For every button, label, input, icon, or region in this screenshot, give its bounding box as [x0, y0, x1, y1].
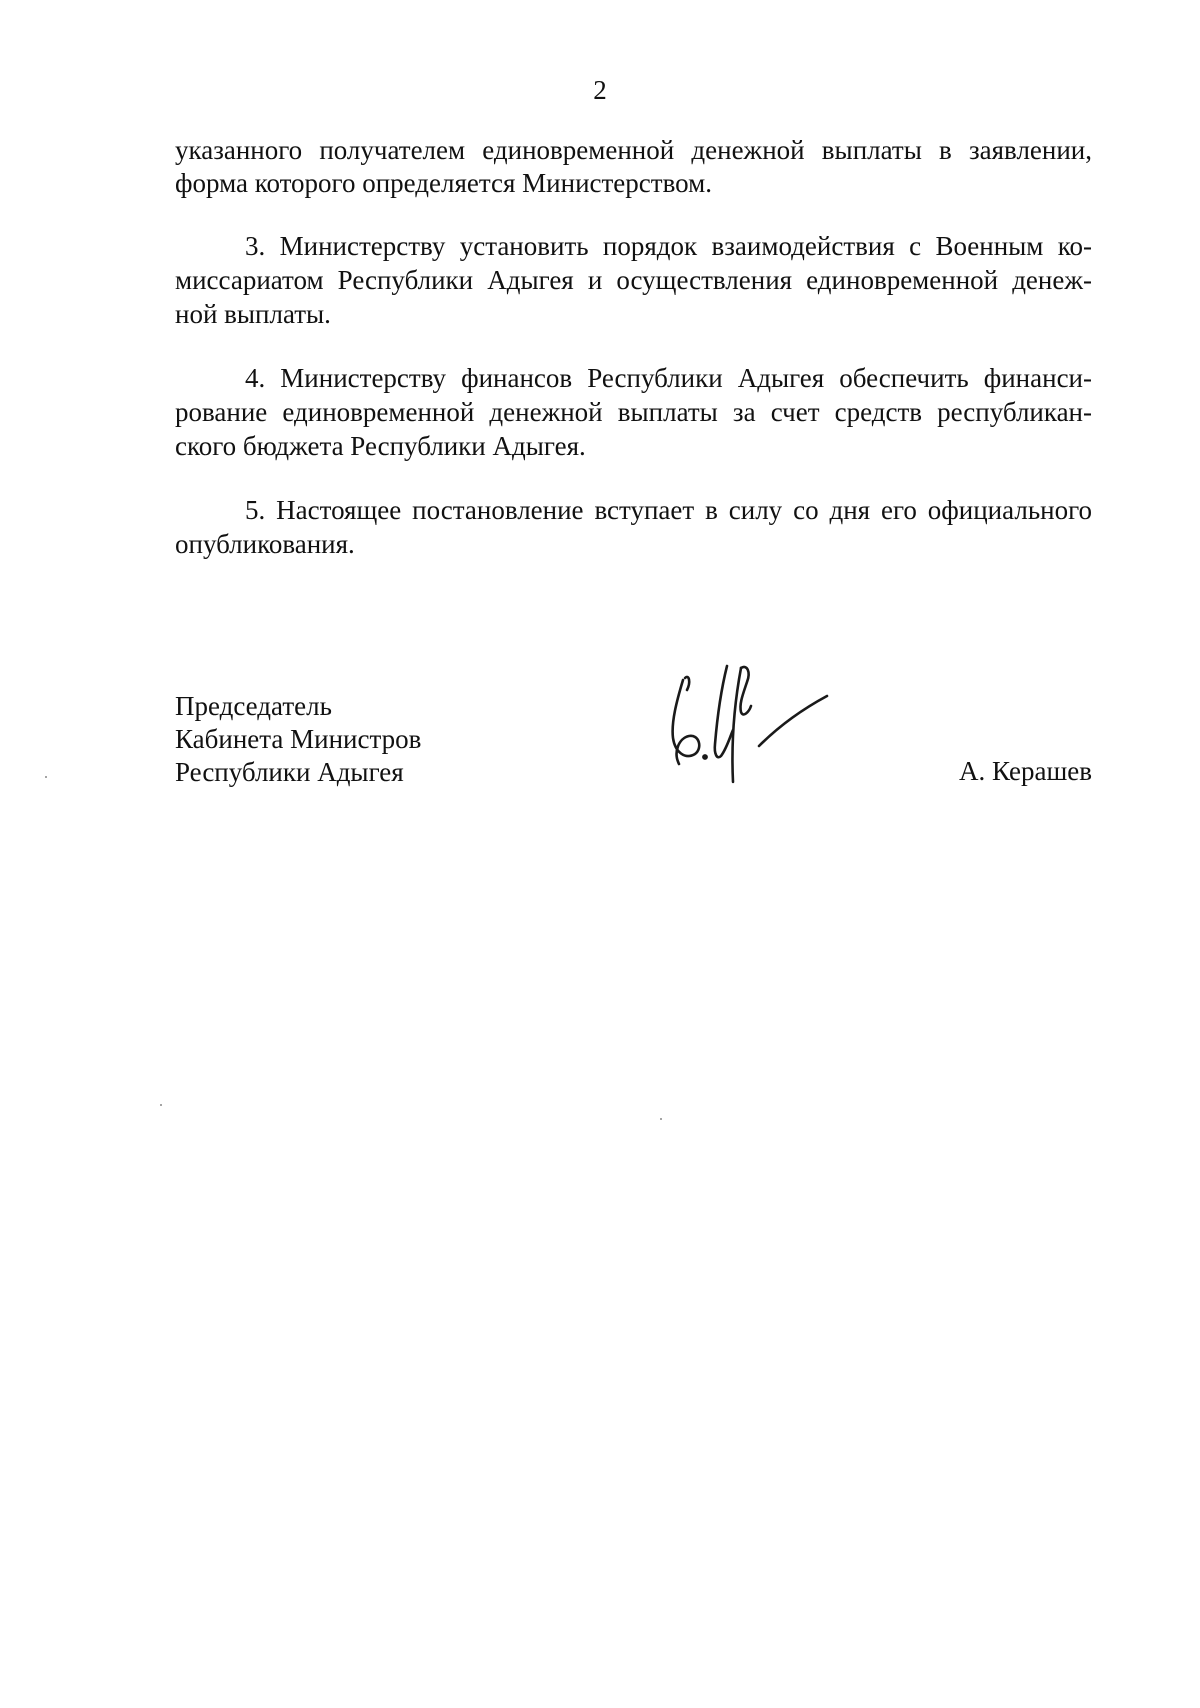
- scan-speck: [660, 1118, 662, 1120]
- page-number: 2: [593, 75, 607, 105]
- scan-speck: [160, 1104, 162, 1106]
- handwritten-signature: [655, 660, 855, 800]
- paragraph-1-line-2: форма которого определяется Министерством.: [175, 168, 712, 198]
- paragraph-4-line-1: 4. Министерству финансов Республики Адыгея обеспечить финанси-: [245, 363, 1092, 393]
- paragraph-3-line-3: ной выплаты.: [175, 299, 331, 329]
- signatory-title-line-2: Кабинета Министров: [175, 724, 422, 754]
- paragraph-4-line-3: ского бюджета Республики Адыгея.: [175, 431, 586, 461]
- paragraph-5-line-2: опубликования.: [175, 529, 355, 559]
- paragraph-3-line-1: 3. Министерству установить порядок взаимодействия с Военным ко-: [245, 231, 1092, 261]
- signatory-title: [175, 690, 421, 789]
- paragraph-5-line-1: 5. Настоящее постановление вступает в силу со дня его официального: [245, 495, 1092, 525]
- paragraph-3-line-2: миссариатом Республики Адыгея и осуществления единовременной денеж-: [175, 265, 1092, 295]
- signatory-title-line-1: Председатель: [175, 691, 332, 721]
- paragraph-4-line-2: рование единовременной денежной выплаты за счет средств республикан-: [175, 397, 1092, 427]
- paragraph-1-line-1: указанного получателем единовременной денежной выплаты в заявлении,: [175, 135, 1092, 165]
- scan-speck: [45, 776, 47, 778]
- signatory-title-line-3: Республики Адыгея: [175, 757, 404, 787]
- signer-name: А. Керашев: [959, 756, 1092, 786]
